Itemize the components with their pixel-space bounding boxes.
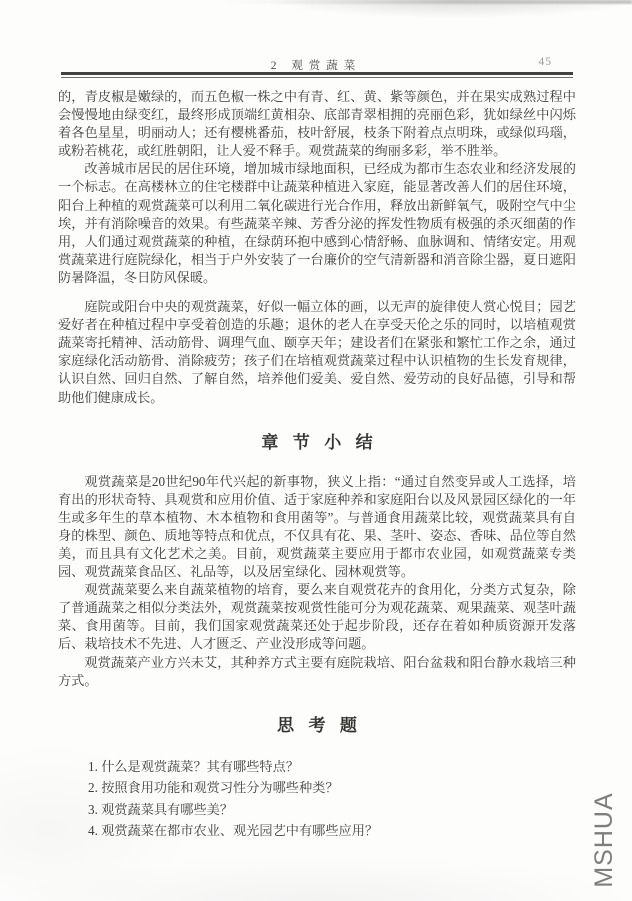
header-rule-thin (61, 77, 573, 78)
summary-paragraph: 观赏蔬菜产业方兴未艾，其种养方式主要有庭院栽培、阳台盆栽和阳台静水栽培三种方式。 (58, 654, 576, 688)
page-body (58, 88, 576, 842)
review-questions-heading: 思考题 (277, 715, 372, 735)
question-item: 2. 按照食用功能和观赏习性分为哪些种类？ (88, 780, 339, 796)
chapter-summary-heading: 章节小结 (261, 432, 388, 452)
review-questions-list (58, 756, 576, 842)
body-paragraph: 改善城市居民的居住环境，增加城市绿地面积，已经成为都市生态农业和经济发展的一个标志。在高楼林立的住宅楼群中让蔬菜种植进入家庭，能显著改善人们的居住环境，阳台上种植的观赏蔬菜可以利用二氧化碳进行光合作用，释放出新鲜氧气，吸附空气中尘埃，并有消除噪音的效果。有些蔬菜辛辣、芳香分泌的挥发性物质有极强的杀灭细菌的作用，人们通过观赏蔬菜的种植，在绿荫环抱中感到心情舒畅、血脉调和、情绪安定。用观赏蔬菜进行庭院绿化，相当于户外安装了一台廉价的空气清新器和消音除尘器，夏日遮阳防暑降温，冬日防风保暖。 (58, 161, 576, 285)
question-item: 1. 什么是观赏蔬菜？其有哪些特点？ (88, 758, 299, 774)
running-header-title: 2 观赏蔬菜 (270, 60, 362, 72)
body-paragraph-continuation: 的，青皮椒是嫩绿的，而五色椒一株之中有青、红、黄、紫等颜色，并在果实成熟过程中会慢慢地由绿变红，最终形成顶端红黄相杂、底部青翠相拥的亮丽色彩，犹如绿丝中闪烁着各色星星，明丽动人；还有樱桃番茄，枝叶舒展，枝条下附着点点明珠，或绿似玛瑙，或粉若桃花，或红胜朝阳，让人爱不释手。观赏蔬菜的绚丽多彩，举不胜举。 (58, 89, 576, 159)
header-rule-thick (61, 72, 573, 75)
watermark-text: MSHUA (590, 792, 618, 888)
page-number: 45 (538, 56, 552, 68)
summary-paragraph: 观赏蔬菜是20世纪90年代兴起的新事物，狭义上指：“通过自然变异或人工选择，培育出的形状奇特、具观赏和应用价值、适于家庭种养和家庭阳台以及风景园区绿化的一年生或多年生的草本植物、木本植物和食用菌等”。与普通食用蔬菜比较，观赏蔬菜具有自身的株型、颜色、质地等特点和优点，不仅具有花、果、茎叶、姿态、香味、品位等自然美，而且具有文化艺术之美。目前，观赏蔬菜主要应用于都市农业园，如观赏蔬菜专类园、观赏蔬菜食品区、礼品等，以及居室绿化、园林观赏等。 (58, 473, 576, 580)
scan-edge-artifact (0, 0, 632, 4)
question-item: 4. 观赏蔬菜在都市农业、观光园艺中有哪些应用？ (88, 823, 379, 839)
question-item: 3. 观赏蔬菜具有哪些美？ (88, 801, 234, 817)
summary-paragraph: 观赏蔬菜要么来自蔬菜植物的培育，要么来自观赏花卉的食用化，分类方式复杂，除了普通蔬菜之相似分类法外，观赏蔬菜按观赏性能可分为观花蔬菜、观果蔬菜、观茎叶蔬菜、食用菌等。目前，我们国家观赏蔬菜还处于起步阶段，还存在着如种质资源开发落后、栽培技术不先进、人才匮乏、产业没形成等问题。 (58, 582, 576, 652)
body-paragraph: 庭院或阳台中央的观赏蔬菜，好似一幅立体的画，以无声的旋律使人赏心悦目；园艺爱好者在种植过程中享受着创造的乐趣；退休的老人在享受天伦之乐的同时，以培植观赏蔬菜寄托精神、活动筋骨、调理气血、颐享天年；建设者们在紧张和繁忙工作之余，通过家庭绿化活动筋骨、消除疲劳；孩子们在培植观赏蔬菜过程中认识植物的生长发育规律，认识自然、回归自然、了解自然，培养他们爱美、爱自然、爱劳动的良好品德，引导和帮助他们健康成长。 (58, 299, 576, 405)
